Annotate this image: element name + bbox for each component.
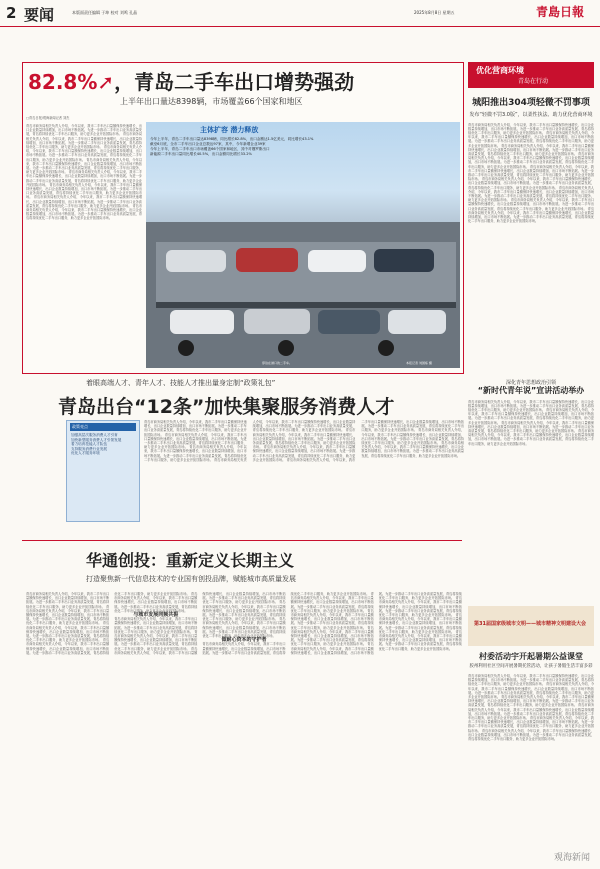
third-story-section-2: 做耐心资本的守护者 [221, 637, 267, 644]
policy-box [66, 420, 140, 522]
rbody-6: 青岛市商务局相关负责人介绍，今年以来，我市二手车出口量额保持快速增长，出口企业数量持续增加，出口市场不断拓展。为进一步推动二手车出口业务高质量发展，青岛将持续优化二手车出口服务，助力更多企业开拓国际市场。 [468, 177, 594, 190]
second-story-kicker: 着眼高端人才、青年人才、技能人才推出量身定制“政策礼包” [86, 379, 276, 387]
policy-item-5: 优化人才服务环境 [71, 451, 100, 456]
body-text-8: 青岛市商务局相关负责人介绍，今年以来，我市二手车出口量额保持快速增长，出口企业数量持续增加，出口市场不断拓展。为进一步推动二手车出口业务高质量发展，青岛将持续优化二手车出口服务，助力更多企业开拓国际市场。 [26, 203, 142, 221]
second-story-body [144, 420, 464, 536]
s3body-7: 青岛市商务局相关负责人介绍，今年以来，我市二手车出口量额保持快速增长，出口企业数量持续增加，出口市场不断拓展。为进一步推动二手车出口业务高质量发展，青岛将持续优化二手车出口服务，助力更多企业开拓国际市场。 [114, 629, 198, 651]
body-text-4: 青岛市商务局相关负责人介绍，今年以来，我市二手车出口量额保持快速增长，出口企业数量持续增加，出口市场不断拓展。为进一步推动二手车出口业务高质量发展，青岛将持续优化二手车出口服务，助力更多企业开拓国际市场。 [26, 157, 142, 175]
rbody-7: 青岛市商务局相关负责人介绍，今年以来，我市二手车出口量额保持快速增长，出口企业数量持续增加，出口市场不断拓展。为进一步推动二手车出口业务高质量发展，青岛将持续优化二手车出口服务，助力更多企业开拓国际市场。 [468, 185, 594, 203]
right-banner [468, 62, 594, 88]
up-arrow-icon: ➚ [97, 70, 115, 94]
s3body-15: 青岛市商务局相关负责人介绍，今年以来，我市二手车出口量额保持快速增长，出口企业数量持续增加，出口市场不断拓展。为进一步推动二手车出口业务高质量发展，青岛将持续优化二手车出口服务，助力更多企业开拓国际市场。 [290, 592, 462, 655]
s3body-3: 青岛市商务局相关负责人介绍，今年以来，我市二手车出口量额保持快速增长，出口企业数量持续增加，出口市场不断拓展。为进一步推动二手车出口业务高质量发展，青岛将持续优化二手车出口服务，助力更多企业开拓国际市场。 [26, 621, 110, 643]
s2body-5: 青岛市商务局相关负责人介绍，今年以来，我市二手车出口量额保持快速增长，出口企业数量持续增加，出口市场不断拓展。为进一步推动二手车出口业务高质量发展，青岛将持续优化二手车出口服务，助力更多企业开拓国际市场。 [252, 428, 356, 450]
section-name: 要闻 [24, 6, 55, 24]
s2body-2: 青岛市商务局相关负责人介绍，今年以来，我市二手车出口量额保持快速增长，出口企业数量持续增加，出口市场不断拓展。为进一步推动二手车出口业务高质量发展，青岛将持续优化二手车出口服务，助力更多企业开拓国际市场。 [144, 432, 247, 450]
top-story-body [26, 124, 142, 364]
s3body-6: 青岛市商务局相关负责人介绍，今年以来，我市二手车出口量额保持快速增长，出口企业数量持续增加，出口市场不断拓展。为进一步推动二手车出口业务高质量发展，青岛将持续优化二手车出口服务，助力更多企业开拓国际市场。 [114, 617, 198, 634]
rbody2-2: 青岛市商务局相关负责人介绍，今年以来，我市二手车出口量额保持快速增长，出口企业数量持续增加，出口市场不断拓展。为进一步推动二手车出口业务高质量发展，青岛将持续优化二手车出口服务，助力更多企业开拓国际市场。 [468, 407, 594, 425]
rbody3-6: 青岛市商务局相关负责人介绍，今年以来，我市二手车出口量额保持快速增长，出口企业数量持续增加，出口市场不断拓展。为进一步推动二手车出口业务高质量发展，青岛将持续优化二手车出口服务，助力更多企业开拓国际市场。 [468, 728, 594, 742]
third-story-headline: 华通创投：重新定义长期主义 [86, 551, 295, 570]
policy-item-1: 加强高层次服务消费人才引育 [71, 433, 118, 437]
top-story-subheadline: 上半年出口量达8398辆，市场覆盖66个国家和地区 [120, 97, 303, 106]
third-story-head [86, 548, 296, 584]
top-story-byline: □青岛日报/观海新闻记者 刘杰 [26, 116, 70, 120]
rbody2-4: 青岛市商务局相关负责人介绍，今年以来，我市二手车出口量额保持快速增长，出口企业数量持续增加，出口市场不断拓展。为进一步推动二手车出口业务高质量发展，青岛将持续优化二手车出口服务，助力更多企业开拓国际市场。 [468, 428, 594, 446]
s2body-7: 青岛市商务局相关负责人介绍，今年以来，我市二手车出口量额保持快速增长，出口企业数量持续增加，出口市场不断拓展。为进一步推动二手车出口业务高质量发展，青岛将持续优化二手车出口服务，助力更多企业开拓国际市场。 [286, 420, 464, 462]
photo-caption: 停泊在港口的二手车。 [262, 361, 293, 365]
policy-box-title: 政策亮点 [70, 423, 136, 431]
s3body-9: 青岛市商务局相关负责人介绍，今年以来，我市二手车出口量额保持快速增长，出口企业数量持续增加，出口市场不断拓展。为进一步推动二手车出口业务高质量发展，青岛将持续优化二手车出口服务，助力更多企业开拓国际市场。 [202, 600, 286, 622]
rbody-9: 青岛市商务局相关负责人介绍，今年以来，我市二手车出口量额保持快速增长，出口企业数量持续增加，出口市场不断拓展。为进一步推动二手车出口业务高质量发展，青岛将持续优化二手车出口服务，助力更多企业开拓国际市场。 [468, 206, 594, 224]
infobox-line-2: 截至6月底，全市二手车出口企业总数达97家，其中，今年新增企业39家 [150, 142, 266, 146]
rbody2-3: 青岛市商务局相关负责人介绍，今年以来，我市二手车出口量额保持快速增长，出口企业数量持续增加，出口市场不断拓展。为进一步推动二手车出口业务高质量发展，青岛将持续优化二手车出口服务，助力更多企业开拓国际市场。 [468, 420, 594, 433]
issue-date: 2025年8月8日 星期五 [414, 10, 455, 15]
rbody-8: 青岛市商务局相关负责人介绍，今年以来，我市二手车出口量额保持快速增长，出口企业数量持续增加，出口市场不断拓展。为进一步推动二手车出口业务高质量发展，青岛将持续优化二手车出口服务，助力更多企业开拓国际市场。 [468, 198, 594, 211]
right-story-1-title: 城阳推出304项轻微不罚事项 [472, 98, 590, 108]
divider [22, 540, 462, 541]
rbody3-4: 青岛市商务局相关负责人介绍，今年以来，我市二手车出口量额保持快速增长，出口企业数量持续增加，出口市场不断拓展。为进一步推动二手车出口业务高质量发展，青岛将持续优化二手车出口服务，助力更多企业开拓国际市场。 [468, 703, 594, 721]
body-text-6: 青岛市商务局相关负责人介绍，今年以来，我市二手车出口量额保持快速增长，出口企业数量持续增加，出口市场不断拓展。为进一步推动二手车出口业务高质量发展，青岛将持续优化二手车出口服务，助力更多企业开拓国际市场。 [26, 182, 142, 200]
ad-title: 第31届国家级城市文明——城市精神文明建设大会 [474, 621, 586, 627]
s3body-8: 青岛市商务局相关负责人介绍，今年以来，我市二手车出口量额保持快速增长，出口企业数量持续增加，出口市场不断拓展。为进一步推动二手车出口业务高质量发展，青岛将持续优化二手车出口服务，助力更多企业开拓国际市场。 [114, 592, 286, 655]
infobox [150, 125, 350, 157]
right-story-3-body [468, 674, 594, 854]
rbody3-2: 青岛市商务局相关负责人介绍，今年以来，我市二手车出口量额保持快速增长，出口企业数量持续增加，出口市场不断拓展。为进一步推动二手车出口业务高质量发展，青岛将持续优化二手车出口服务，助力更多企业开拓国际市场。 [468, 682, 594, 700]
headline-text: ，青岛二手车出口增势强劲 [114, 70, 355, 94]
body-text-7: 青岛市商务局相关负责人介绍，今年以来，我市二手车出口量额保持快速增长，出口企业数量持续增加，出口市场不断拓展。为进一步推动二手车出口业务高质量发展，青岛将持续优化二手车出口服务，助力更多企业开拓国际市场。 [26, 195, 142, 208]
s2body-8: 青岛市商务局相关负责人介绍，今年以来，我市二手车出口量额保持快速增长，出口企业数量持续增加，出口市场不断拓展。为进一步推动二手车出口业务高质量发展，青岛将持续优化二手车出口服务，助力更多企业开拓国际市场。 [361, 428, 464, 446]
right-story-3-sub: 胶州利用社区空间开展暑期托管活动，让孩子暑假生活丰富多彩 [469, 664, 593, 669]
right-story-1-body [468, 123, 594, 373]
s3body-18: 青岛市商务局相关负责人介绍，今年以来，我市二手车出口量额保持快速增长，出口企业数量持续增加，出口市场不断拓展。为进一步推动二手车出口业务高质量发展，青岛将持续优化二手车出口服务，助力更多企业开拓国际市场。 [378, 629, 462, 651]
second-story-headline: 青岛出台“12条”加快集聚服务消费人才 [58, 396, 395, 418]
s3body-4: 青岛市商务局相关负责人介绍，今年以来，我市二手车出口量额保持快速增长，出口企业数量持续增加，出口市场不断拓展。为进一步推动二手车出口业务高质量发展，青岛将持续优化二手车出口服务，助力更多企业开拓国际市场。 [26, 592, 190, 655]
s3body-5: 青岛市商务局相关负责人介绍，今年以来，我市二手车出口量额保持快速增长，出口企业数量持续增加，出口市场不断拓展。为进一步推动二手车出口业务高质量发展，青岛将持续优化二手车出口服务，助力更多企业开拓国际市场。 [114, 592, 198, 613]
page-number: 2 [6, 4, 17, 22]
rbody-1: 青岛市商务局相关负责人介绍，今年以来，我市二手车出口量额保持快速增长，出口企业数量持续增加，出口市场不断拓展。为进一步推动二手车出口业务高质量发展，青岛将持续优化二手车出口服务，助力更多企业开拓国际市场。 [468, 122, 594, 135]
s3body-11: 青岛市商务局相关负责人介绍，今年以来，我市二手车出口量额保持快速增长，出口企业数量持续增加，出口市场不断拓展。为进一步推动二手车出口业务高质量发展，青岛将持续优化二手车出口服务，助力更多企业开拓国际市场。 [202, 592, 370, 655]
third-story-body [26, 592, 462, 862]
watermark: 观海新闻 [553, 853, 590, 863]
infobox-line-4: 新能源二手车出口量同比增长40.5%，出口金额同比增长33.2% [150, 152, 252, 156]
second-story-head [58, 378, 498, 419]
body-text-1: 青岛市商务局相关负责人介绍，今年以来，我市二手车出口量额保持快速增长，出口企业数量持续增加，出口市场不断拓展。为进一步推动二手车出口业务高质量发展，青岛将持续优化二手车出口服务，助力更多企业开拓国际市场。 [26, 124, 142, 137]
s3body-13: 青岛市商务局相关负责人介绍，今年以来，我市二手车出口量额保持快速增长，出口企业数量持续增加，出口市场不断拓展。为进一步推动二手车出口业务高质量发展，青岛将持续优化二手车出口服务，助力更多企业开拓国际市场。 [290, 608, 374, 630]
policy-item-3: 着力培育技能人才队伍 [71, 442, 107, 447]
s2body-9: 青岛市商务局相关负责人介绍，今年以来，我市二手车出口量额保持快速增长，出口企业数量持续增加，出口市场不断拓展。为进一步推动二手车出口业务高质量发展，青岛将持续优化二手车出口服务，助力更多企业开拓国际市场。 [361, 441, 464, 458]
s3body-14: 青岛市商务局相关负责人介绍，今年以来，我市二手车出口量额保持快速增长，出口企业数量持续增加，出口市场不断拓展。为进一步推动二手车出口业务高质量发展，青岛将持续优化二手车出口服务，助力更多企业开拓国际市场。 [290, 625, 374, 647]
body-text-2: 青岛市商务局相关负责人介绍，今年以来，我市二手车出口量额保持快速增长，出口企业数量持续增加，出口市场不断拓展。为进一步推动二手车出口业务高质量发展，青岛将持续优化二手车出口服务，助力更多企业开拓国际市场。 [26, 132, 142, 150]
right-story-2-title: “新时代青年说”宣讲活动举办 [477, 385, 585, 395]
rbody-3: 青岛市商务局相关负责人介绍，今年以来，我市二手车出口量额保持快速增长，出口企业数量持续增加，出口市场不断拓展。为进一步推动二手车出口业务高质量发展，青岛将持续优化二手车出口服务，助力更多企业开拓国际市场。 [468, 143, 594, 156]
s3body-2: 青岛市商务局相关负责人介绍，今年以来，我市二手车出口量额保持快速增长，出口企业数量持续增加，出口市场不断拓展。为进一步推动二手车出口业务高质量发展，青岛将持续优化二手车出口服务，助力更多企业开拓国际市场。 [26, 604, 110, 626]
s3body-10: 青岛市商务局相关负责人介绍，今年以来，我市二手车出口量额保持快速增长，出口企业数量持续增加，出口市场不断拓展。为进一步推动二手车出口业务高质量发展，青岛将持续优化二手车出口服务，助力更多企业开拓国际市场。 [202, 617, 286, 639]
s2body-1: 青岛市商务局相关负责人介绍，今年以来，我市二手车出口量额保持快速增长，出口企业数量持续增加，出口市场不断拓展。为进一步推动二手车出口业务高质量发展，青岛将持续优化二手车出口服务，助力更多企业开拓国际市场。 [144, 420, 247, 437]
infobox-line-1: 今年上半年，青岛二手车出口量达8398辆，同比增长82.8%，出口金额达1.5亿美元，同比增长43.1% [150, 137, 314, 141]
policy-item-4: 支持服务消费行业发展 [71, 446, 107, 451]
s3body-17: 青岛市商务局相关负责人介绍，今年以来，我市二手车出口量额保持快速增长，出口企业数量持续增加，出口市场不断拓展。为进一步推动二手车出口业务高质量发展，青岛将持续优化二手车出口服务，助力更多企业开拓国际市场。 [378, 613, 462, 634]
rbody-4: 青岛市商务局相关负责人介绍，今年以来，我市二手车出口量额保持快速增长，出口企业数量持续增加，出口市场不断拓展。为进一步推动二手车出口业务高质量发展，青岛将持续优化二手车出口服务，助力更多企业开拓国际市场。 [468, 151, 594, 169]
rbody2-1: 青岛市商务局相关负责人介绍，今年以来，我市二手车出口量额保持快速增长，出口企业数量持续增加，出口市场不断拓展。为进一步推动二手车出口业务高质量发展，青岛将持续优化二手车出口服务，助力更多企业开拓国际市场。 [468, 399, 594, 412]
s2body-6: 青岛市商务局相关负责人介绍，今年以来，我市二手车出口量额保持快速增长，出口企业数量持续增加，出口市场不断拓展。为进一步推动二手车出口业务高质量发展，青岛将持续优化二手车出口服务，助力更多企业开拓国际市场。 [252, 445, 356, 462]
s2body-4: 青岛市商务局相关负责人介绍，今年以来，我市二手车出口量额保持快速增长，出口企业数量持续增加，出口市场不断拓展。为进一步推动二手车出口业务高质量发展，青岛将持续优化二手车出口服务，助力更多企业开拓国际市场。 [213, 420, 356, 462]
right-story-2-kicker: 深化青年思想政治引领 [505, 379, 556, 386]
banner-title: 优化营商环境 [476, 66, 524, 75]
rbody-2: 青岛市商务局相关负责人介绍，今年以来，我市二手车出口量额保持快速增长，出口企业数量持续增加，出口市场不断拓展。为进一步推动二手车出口业务高质量发展，青岛将持续优化二手车出口服务，助力更多企业开拓国际市场。 [468, 130, 594, 148]
photo-credit: 本报记者 刘国栋 摄 [406, 361, 432, 365]
third-story-section-1: 与城市发展同频共振 [133, 612, 179, 619]
headline-percentage: 82.8% [28, 70, 98, 94]
rbody3-5: 青岛市商务局相关负责人介绍，今年以来，我市二手车出口量额保持快速增长，出口企业数量持续增加，出口市场不断拓展。为进一步推动二手车出口业务高质量发展，青岛将持续优化二手车出口服务，助力更多企业开拓国际市场。 [468, 716, 594, 733]
rbody3-3: 青岛市商务局相关负责人介绍，今年以来，我市二手车出口量额保持快速增长，出口企业数量持续增加，出口市场不断拓展。为进一步推动二手车出口业务高质量发展，青岛将持续优化二手车出口服务，助力更多企业开拓国际市场。 [468, 695, 594, 708]
right-column [468, 88, 594, 520]
top-story-headline [28, 66, 354, 95]
right-story-1-sub: 发布“轻微不罚3.0版”，以柔性执法、助力优化营商环境 [469, 112, 593, 118]
s3body-1: 青岛市商务局相关负责人介绍，今年以来，我市二手车出口量额保持快速增长，出口企业数量持续增加，出口市场不断拓展。为进一步推动二手车出口业务高质量发展，青岛将持续优化二手车出口服务，助力更多企业开拓国际市场。 [26, 592, 110, 609]
rbody-5: 青岛市商务局相关负责人介绍，今年以来，我市二手车出口量额保持快速增长，出口企业数量持续增加，出口市场不断拓展。为进一步推动二手车出口业务高质量发展，青岛将持续优化二手车出口服务，助力更多企业开拓国际市场。 [468, 164, 594, 182]
newspaper-logo: 青島日報 [536, 5, 585, 19]
body-text-5: 青岛市商务局相关负责人介绍，今年以来，我市二手车出口量额保持快速增长，出口企业数量持续增加，出口市场不断拓展。为进一步推动二手车出口业务高质量发展，青岛将持续优化二手车出口服务，助力更多企业开拓国际市场。 [26, 170, 142, 187]
policy-item-2: 加快新型服务消费人才引领发展 [71, 437, 122, 442]
s3body-12: 青岛市商务局相关负责人介绍，今年以来，我市二手车出口量额保持快速增长，出口企业数量持续增加，出口市场不断拓展。为进一步推动二手车出口业务高质量发展，青岛将持续优化二手车出口服务，助力更多企业开拓国际市场。 [290, 592, 374, 613]
car-carrier-photo [146, 122, 460, 368]
ad-banner [468, 606, 594, 646]
banner-subtitle: 青岛在行动 [518, 78, 549, 85]
editor-credits: 本版面责任编辑 于坤 校对 刘鸣 孔晶 [72, 10, 138, 15]
third-story-subheadline: 打造聚焦新一代信息技术的专业国有创投品牌，赋能城市高质量发展 [86, 575, 296, 583]
s3body-16: 青岛市商务局相关负责人介绍，今年以来，我市二手车出口量额保持快速增长，出口企业数量持续增加，出口市场不断拓展。为进一步推动二手车出口业务高质量发展，青岛将持续优化二手车出口服务，助力更多企业开拓国际市场。 [378, 596, 462, 618]
right-story-3 [468, 652, 594, 854]
right-story-3-title: 村委活动宇开起暑期公益课堂 [479, 652, 583, 661]
infobox-title: 主体扩容 潜力释放 [200, 126, 259, 134]
rbody3-1: 青岛市商务局相关负责人介绍，今年以来，我市二手车出口量额保持快速增长，出口企业数量持续增加，出口市场不断拓展。为进一步推动二手车出口业务高质量发展，青岛将持续优化二手车出口服务，助力更多企业开拓国际市场。 [468, 674, 594, 687]
body-text-3: 青岛市商务局相关负责人介绍，今年以来，我市二手车出口量额保持快速增长，出口企业数量持续增加，出口市场不断拓展。为进一步推动二手车出口业务高质量发展，青岛将持续优化二手车出口服务，助力更多企业开拓国际市场。 [26, 145, 142, 162]
infobox-line-3: 今年上半年，青岛二手车出口市场覆盖66个国家和地区，其中对俄罗斯出口 [150, 147, 270, 151]
s2body-3: 青岛市商务局相关负责人介绍，今年以来，我市二手车出口量额保持快速增长，出口企业数量持续增加，出口市场不断拓展。为进一步推动二手车出口业务高质量发展，青岛将持续优化二手车出口服务，助力更多企业开拓国际市场。 [144, 445, 247, 462]
